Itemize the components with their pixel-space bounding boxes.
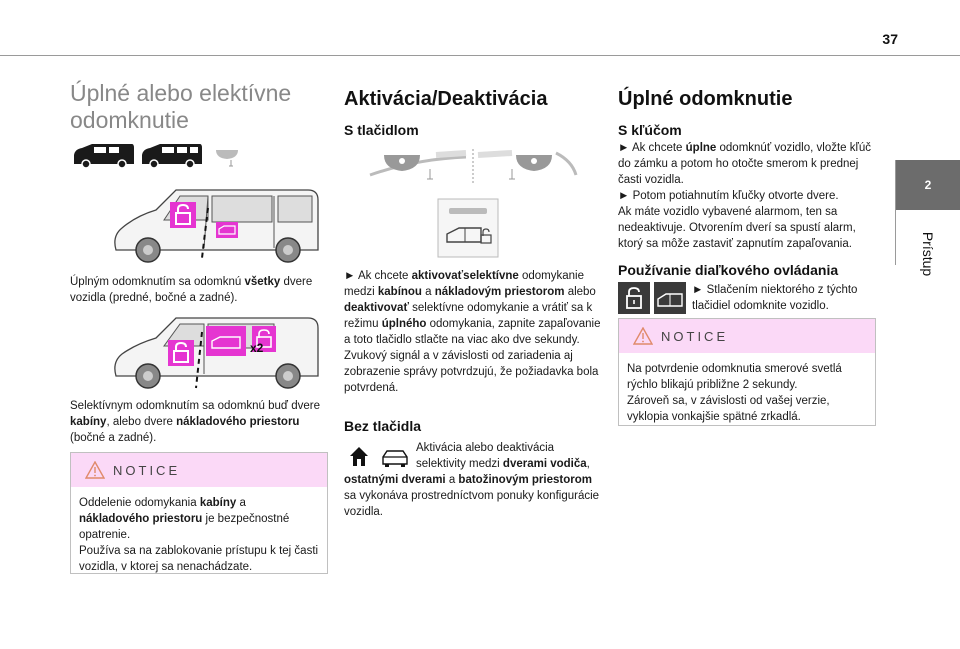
title-line-2: odomknutie	[70, 107, 189, 133]
text: dvere vozidla (predné, bočné a zadné).	[70, 276, 313, 304]
text: ► Stlačením niektorého z týchto tlačidiel odomknite vozidlo.	[692, 284, 858, 312]
chapter-number: 2	[924, 178, 932, 192]
col3-title	[618, 86, 792, 112]
text-bold: úplne	[685, 142, 717, 154]
section-title: Úplné odomknutie	[618, 88, 793, 110]
text: sa vykonáva prostredníctvom ponuky konfigurácie vozidla.	[344, 490, 600, 518]
col3-sub1	[618, 122, 682, 138]
col2-sub2	[344, 418, 421, 434]
text: odomykania, zapnite zapaľovanie a toto tlačidlo stlačte na viac ako dve sekundy.	[344, 318, 601, 346]
text-bold: kabíny	[70, 416, 107, 428]
notice-body	[619, 353, 875, 433]
text: Zároveň sa, v závislosti od vašej verzie, vyklopia vonkajšie spätné zrkadlá.	[627, 395, 830, 423]
notice-label: NOTICE	[113, 463, 181, 478]
text: (bočné a zadné).	[70, 432, 157, 444]
van-selective-unlock-illustration	[108, 314, 328, 394]
chapter-label: Prístup	[919, 231, 936, 277]
text: ► Potom potiahnutím kľučky otvorte dvere.	[618, 190, 839, 202]
text-bold: nákladového priestoru	[176, 416, 300, 428]
para-with-button	[344, 268, 602, 396]
text: Na potvrdenie odomknutia smerové svetlá rýchlo blikajú približne 2 sekundy.	[627, 363, 842, 391]
para-full-unlock	[70, 274, 328, 306]
section-title	[70, 80, 327, 134]
para-without-button-head	[416, 440, 602, 472]
text: a	[445, 474, 459, 486]
van-full-unlock-illustration	[108, 184, 328, 268]
header-rule	[0, 55, 960, 56]
text-bold: úplného	[381, 318, 427, 330]
text-bold: kabínou	[377, 286, 422, 298]
text-bold: kabíny	[199, 497, 237, 509]
x2-label: x2	[250, 341, 264, 355]
notice-label: NOTICE	[661, 329, 729, 344]
notice-box-1	[70, 452, 328, 574]
warning-triangle-icon	[85, 461, 105, 479]
chapter-tab[interactable]	[896, 160, 960, 210]
warning-triangle-icon	[633, 327, 653, 345]
text: Oddelenie odomykania	[79, 497, 200, 509]
dashboard-steering-illustration	[366, 147, 580, 185]
text-bold: batožinovým priestorom	[458, 474, 592, 486]
page-number: 37	[882, 31, 898, 47]
text: a	[236, 497, 246, 509]
text-bold: nákladového priestoru	[79, 513, 203, 525]
remote-buttons-icons	[618, 282, 688, 314]
text: je bezpečnostné opatrenie.	[79, 513, 290, 541]
subsection-title: S kľúčom	[618, 122, 682, 138]
subsection-title: Používanie diaľkového ovládania	[618, 262, 839, 278]
unlock-button-icon	[618, 282, 650, 314]
text: Selektívnym odomknutím sa odomknú buď dvere	[70, 400, 320, 412]
notice-body	[71, 487, 327, 583]
text-bold: nákladovým priestorom	[434, 286, 565, 298]
notice-box-2	[618, 318, 876, 426]
text: odomykanie medzi	[344, 270, 585, 298]
text-bold: všetky	[244, 276, 281, 288]
text-bold: aktivovaťselektívne	[411, 270, 519, 282]
text: odomknúť vozidlo, vložte kľúč do zámku a potom ho otočte smerom k prednej časti vozidla.	[618, 142, 871, 186]
text: Ak máte vozidlo vybavené alarmom, ten sa nedeaktivuje. Otvorením dverí sa spustí alarm, ktorý sa môže zastaviť zapnutím zapaľovania.	[618, 206, 856, 250]
title-line-1: Úplné alebo elektívne	[70, 80, 292, 106]
text: Aktivácia alebo deaktivácia selektivity medzi	[416, 442, 555, 470]
text: ► Ak chcete	[344, 270, 412, 282]
col3-sub2	[618, 262, 838, 278]
para-without-button-tail	[344, 472, 602, 520]
subsection-title: Bez tlačidla	[344, 418, 422, 434]
text-bold: deaktivovať	[344, 302, 409, 314]
text: alebo	[564, 286, 596, 298]
text: ,	[586, 458, 590, 470]
para-remote	[692, 282, 876, 314]
text: ► Ak chcete	[618, 142, 686, 154]
notice-header	[71, 453, 327, 487]
section-title: Aktivácia/Deaktivácia	[344, 88, 548, 110]
column-1	[70, 80, 327, 134]
para-key	[618, 140, 876, 252]
subsection-title: S tlačidlom	[344, 122, 419, 138]
car-silhouettes-icon	[72, 140, 252, 170]
col2-title	[344, 86, 547, 112]
para-selective-unlock	[70, 398, 328, 446]
text: Používa sa na zablokovanie prístupu k tej časti vozidla, v ktorej sa nenachádzate.	[79, 545, 319, 573]
selective-unlock-button-illustration	[437, 198, 499, 258]
text: selektívne odomykanie a vrátiť sa k režimu	[344, 302, 593, 330]
chapter-label-box	[898, 214, 958, 294]
text: Zvukový signál a v závislosti od zariadenia aj zobrazenie správy potvrdzujú, že požiadavka bola potvrdená.	[344, 350, 599, 394]
text-bold: dverami vodiča	[502, 458, 587, 470]
col2-sub1	[344, 122, 419, 138]
notice-header	[619, 319, 875, 353]
text: Úplným odomknutím sa odomknú	[70, 276, 245, 288]
text: , alebo dvere	[106, 416, 177, 428]
home-car-icons	[347, 444, 411, 470]
text: a	[421, 286, 435, 298]
text-bold: ostatnými dverami	[344, 474, 446, 486]
